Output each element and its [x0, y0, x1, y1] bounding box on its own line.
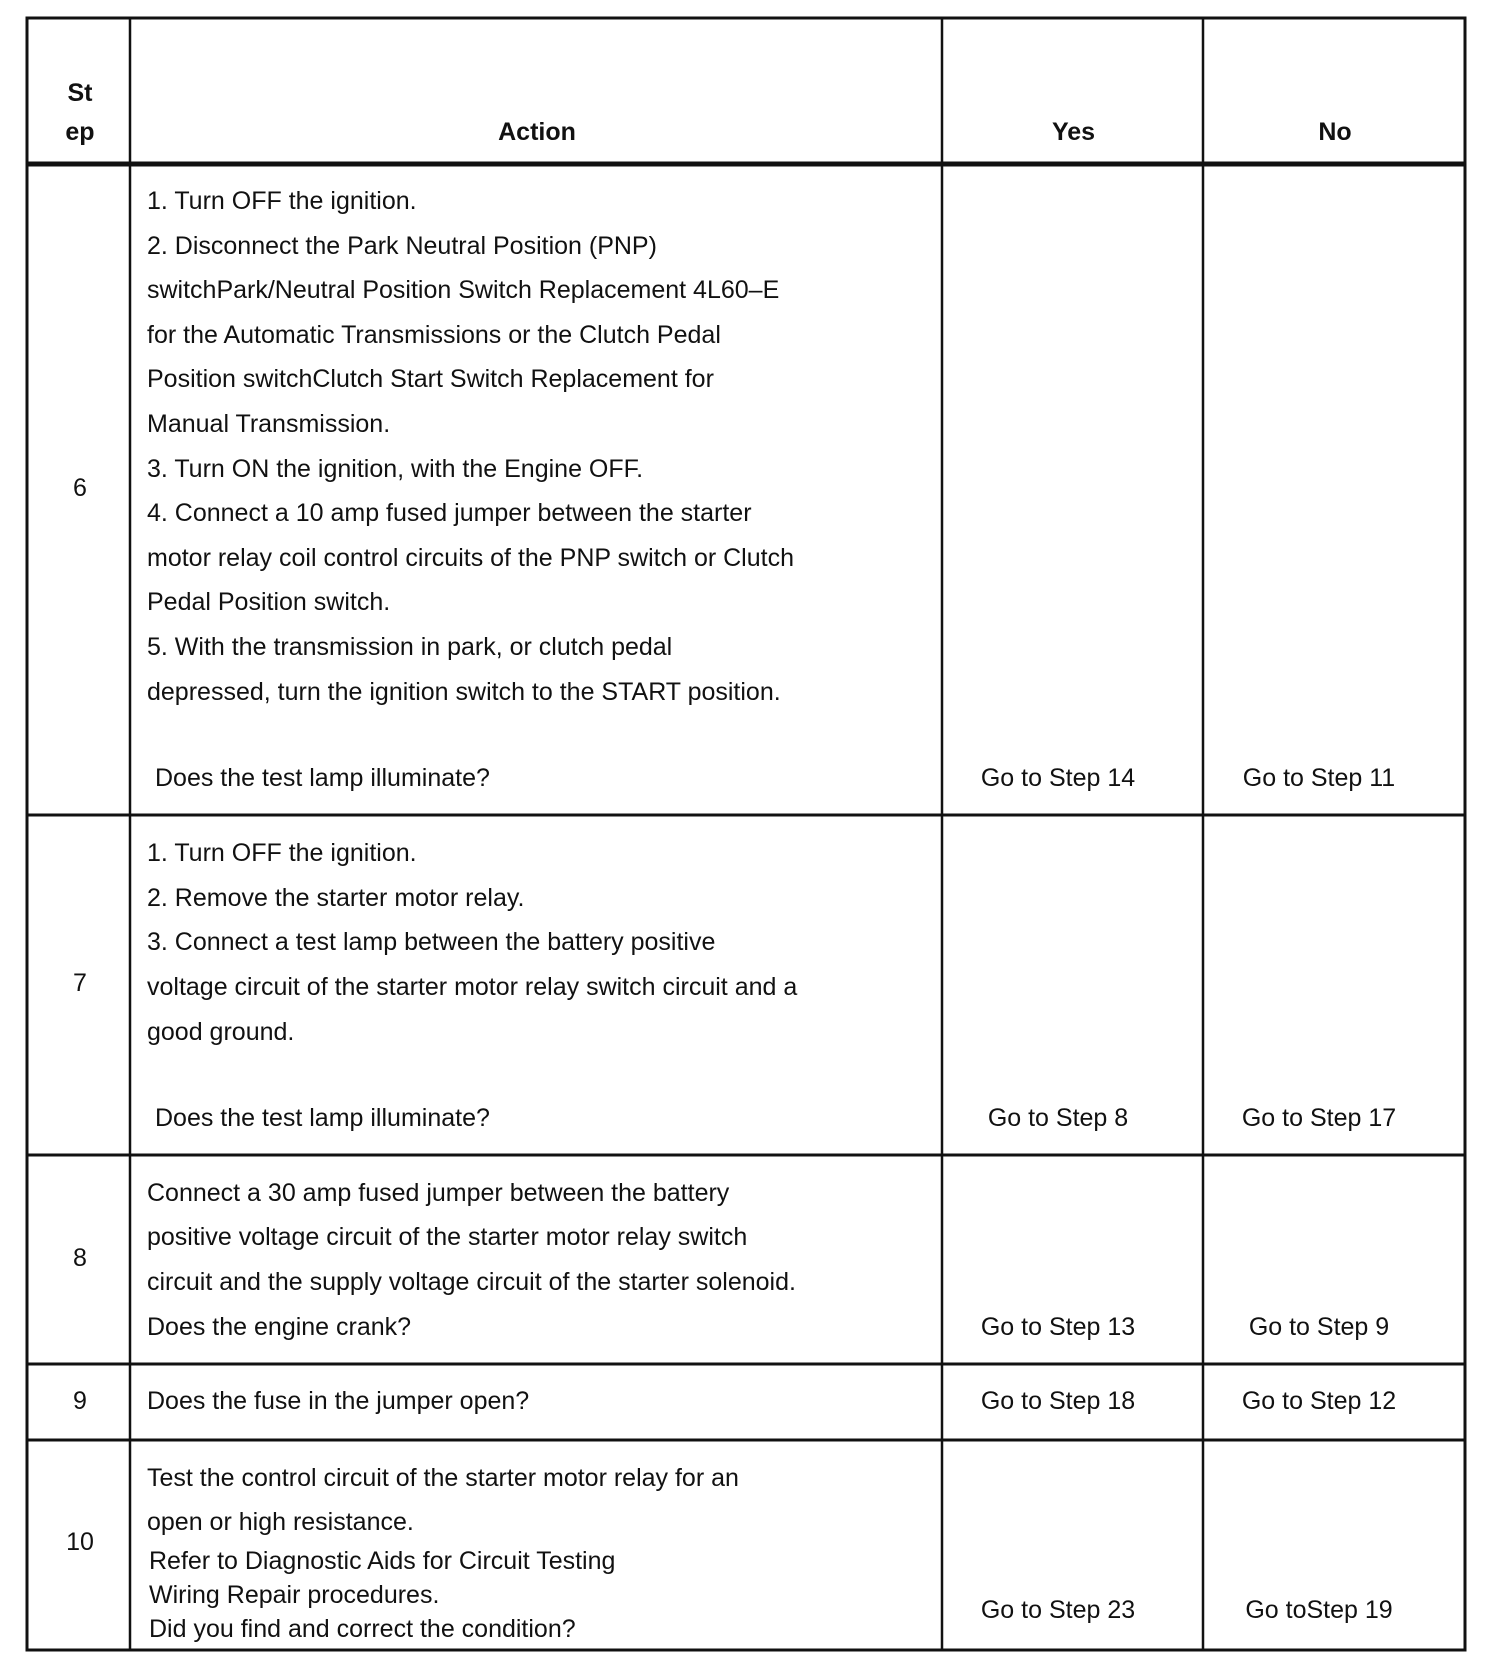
action-question: Does the engine crank?	[147, 1313, 412, 1341]
action-line: good ground.	[147, 1018, 295, 1046]
yes-result: Go to Step 14	[980, 764, 1136, 792]
action-line: Pedal Position switch.	[147, 588, 391, 616]
no-result: Go toStep 19	[1245, 1596, 1393, 1624]
step-number: 8	[73, 1244, 87, 1272]
action-question: Does the test lamp illuminate?	[155, 1104, 490, 1132]
action-line: positive voltage circuit of the starter motor relay switch	[147, 1223, 748, 1251]
action-line: depressed, turn the ignition switch to the START position.	[147, 678, 781, 706]
action-line: 2. Remove the starter motor relay.	[147, 884, 525, 912]
action-question: Did you find and correct the condition?	[149, 1615, 576, 1643]
no-result: Go to Step 17	[1241, 1104, 1397, 1132]
action-line: 1. Turn OFF the ignition.	[147, 187, 417, 215]
action-line: Test the control circuit of the starter motor relay for an	[147, 1464, 739, 1492]
action-question: Does the fuse in the jumper open?	[147, 1387, 530, 1415]
action-line: voltage circuit of the starter motor relay switch circuit and a	[147, 973, 798, 1001]
no-result: Go to Step 9	[1248, 1313, 1390, 1341]
no-result: Go to Step 11	[1242, 764, 1396, 792]
step-number: 6	[73, 474, 87, 502]
action-line: circuit and the supply voltage circuit of the starter solenoid.	[147, 1268, 796, 1296]
action-line: Refer to Diagnostic Aids for Circuit Testing	[149, 1547, 616, 1575]
action-line: Position switchClutch Start Switch Replacement for	[147, 365, 714, 393]
header-step-line1: St	[67, 79, 93, 107]
step-number: 9	[73, 1387, 87, 1415]
yes-result: Go to Step 13	[980, 1313, 1136, 1341]
header-yes: Yes	[1051, 118, 1096, 146]
action-line: switchPark/Neutral Position Switch Replacement 4L60–E	[147, 276, 780, 304]
header-no: No	[1318, 118, 1352, 146]
action-line: motor relay coil control circuits of the PNP switch or Clutch	[147, 544, 794, 572]
step-number: 10	[66, 1528, 94, 1556]
yes-result: Go to Step 8	[987, 1104, 1129, 1132]
action-line: Connect a 30 amp fused jumper between the battery	[147, 1179, 730, 1207]
action-line: 3. Connect a test lamp between the battery positive	[147, 928, 716, 956]
action-line: 3. Turn ON the ignition, with the Engine OFF.	[147, 455, 644, 483]
action-line: for the Automatic Transmissions or the Clutch Pedal	[147, 321, 721, 349]
yes-result: Go to Step 18	[980, 1387, 1136, 1415]
action-line: 4. Connect a 10 amp fused jumper between the starter	[147, 499, 752, 527]
action-line: Manual Transmission.	[147, 410, 391, 438]
header-action: Action	[498, 118, 576, 146]
yes-result: Go to Step 23	[980, 1596, 1136, 1624]
action-line: 5. With the transmission in park, or clutch pedal	[147, 633, 673, 661]
action-question: Does the test lamp illuminate?	[155, 764, 490, 792]
action-line: Wiring Repair procedures.	[149, 1581, 440, 1609]
header-step-line2: ep	[65, 118, 95, 146]
step-number: 7	[73, 969, 87, 997]
no-result: Go to Step 12	[1241, 1387, 1397, 1415]
action-line: open or high resistance.	[147, 1508, 414, 1536]
action-line: 1. Turn OFF the ignition.	[147, 839, 417, 867]
action-line: 2. Disconnect the Park Neutral Position (PNP)	[147, 232, 657, 260]
